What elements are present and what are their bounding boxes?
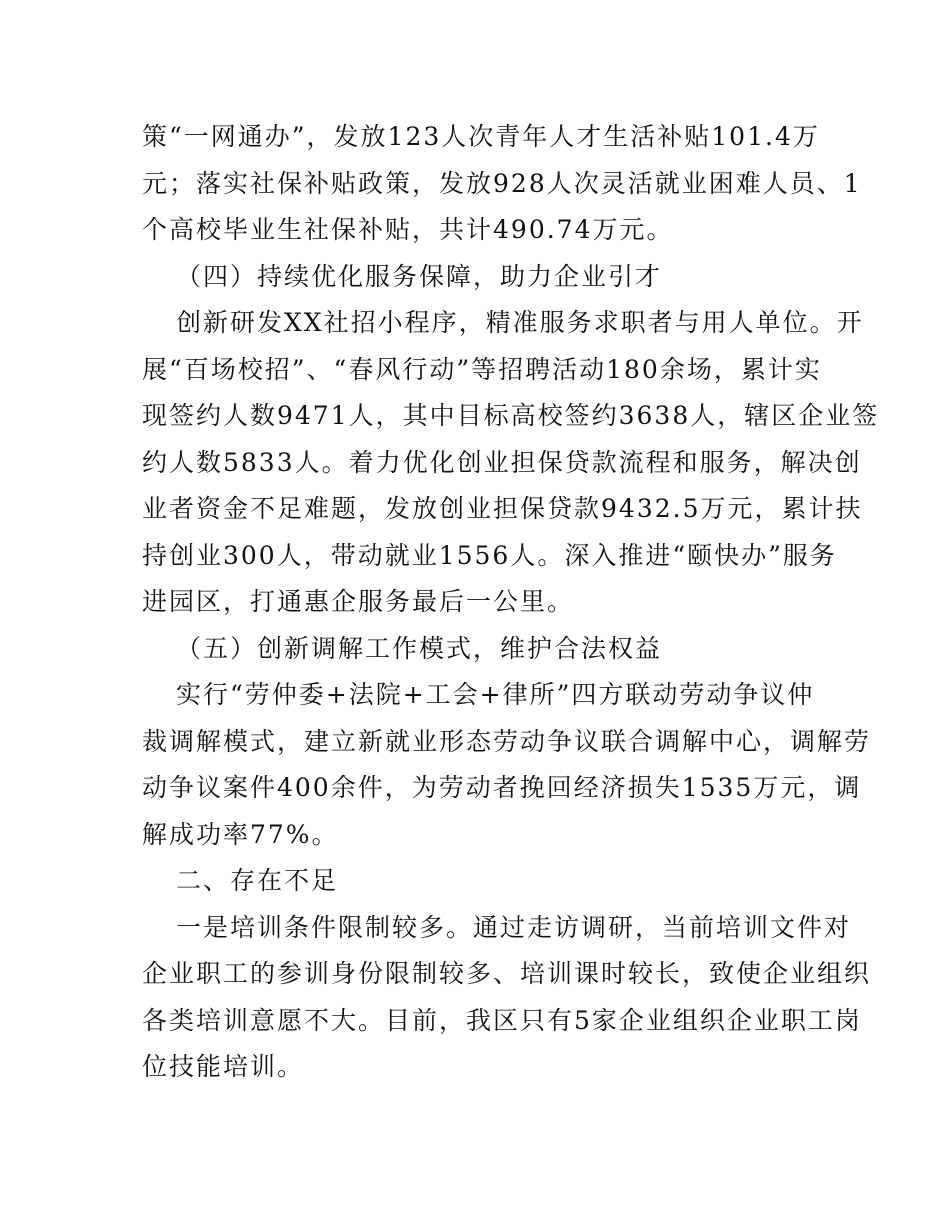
text-line: 裁调解模式，建立新就业形态劳动争议联合调解中心，调解劳 — [142, 726, 872, 756]
text-line: 进园区，打通惠企服务最后一公里。 — [142, 587, 575, 616]
text-line: 解成功率77%。 — [142, 819, 339, 849]
text-line: 位技能培训。 — [142, 1052, 305, 1081]
section-heading: （五）创新调解工作模式，维护合法权益 — [176, 633, 663, 663]
text-line: 现签约人数9471人，其中目标高校签约3638人，辖区企业签 — [142, 401, 880, 430]
text-line: 动争议案件400余件，为劳动者挽回经济损失1535万元，调 — [142, 773, 862, 802]
text-line: 实行“劳仲委+法院+工会+律所”四方联动劳动争议仲 — [176, 680, 815, 709]
text-line: 个高校毕业生社保补贴，共计490.74万元。 — [142, 215, 674, 244]
text-line: 企业职工的参训身份限制较多、培训课时较长，致使企业组织 — [142, 959, 872, 988]
section-heading: 二、存在不足 — [176, 866, 339, 895]
document-body — [142, 114, 880, 1091]
text-line: 策“一网通办”，发放123人次青年人才生活补贴101.4万 — [142, 122, 820, 151]
text-line: 约人数5833人。着力优化创业担保贷款流程和服务，解决创 — [142, 447, 862, 477]
text-line: 持创业300人，带动就业1556人。深入推进“颐快办”服务 — [142, 540, 837, 570]
text-line: 创新研发XX社招小程序，精准服务求职者与用人单位。开 — [176, 308, 864, 337]
text-line: 展“百场校招”、“春风行动”等招聘活动180余场，累计实 — [142, 354, 822, 384]
text-line: 各类培训意愿不大。目前，我区只有5家企业组织企业职工岗 — [142, 1005, 862, 1035]
text-line: 元；落实社保补贴政策，发放928人次灵活就业困难人员、1 — [142, 168, 862, 198]
text-line: 业者资金不足难题，发放创业担保贷款9432.5万元，累计扶 — [142, 494, 863, 523]
section-heading: （四）持续优化服务保障，助力企业引才 — [176, 261, 663, 291]
text-line: 一是培训条件限制较多。通过走访调研，当前培训文件对 — [176, 912, 852, 942]
